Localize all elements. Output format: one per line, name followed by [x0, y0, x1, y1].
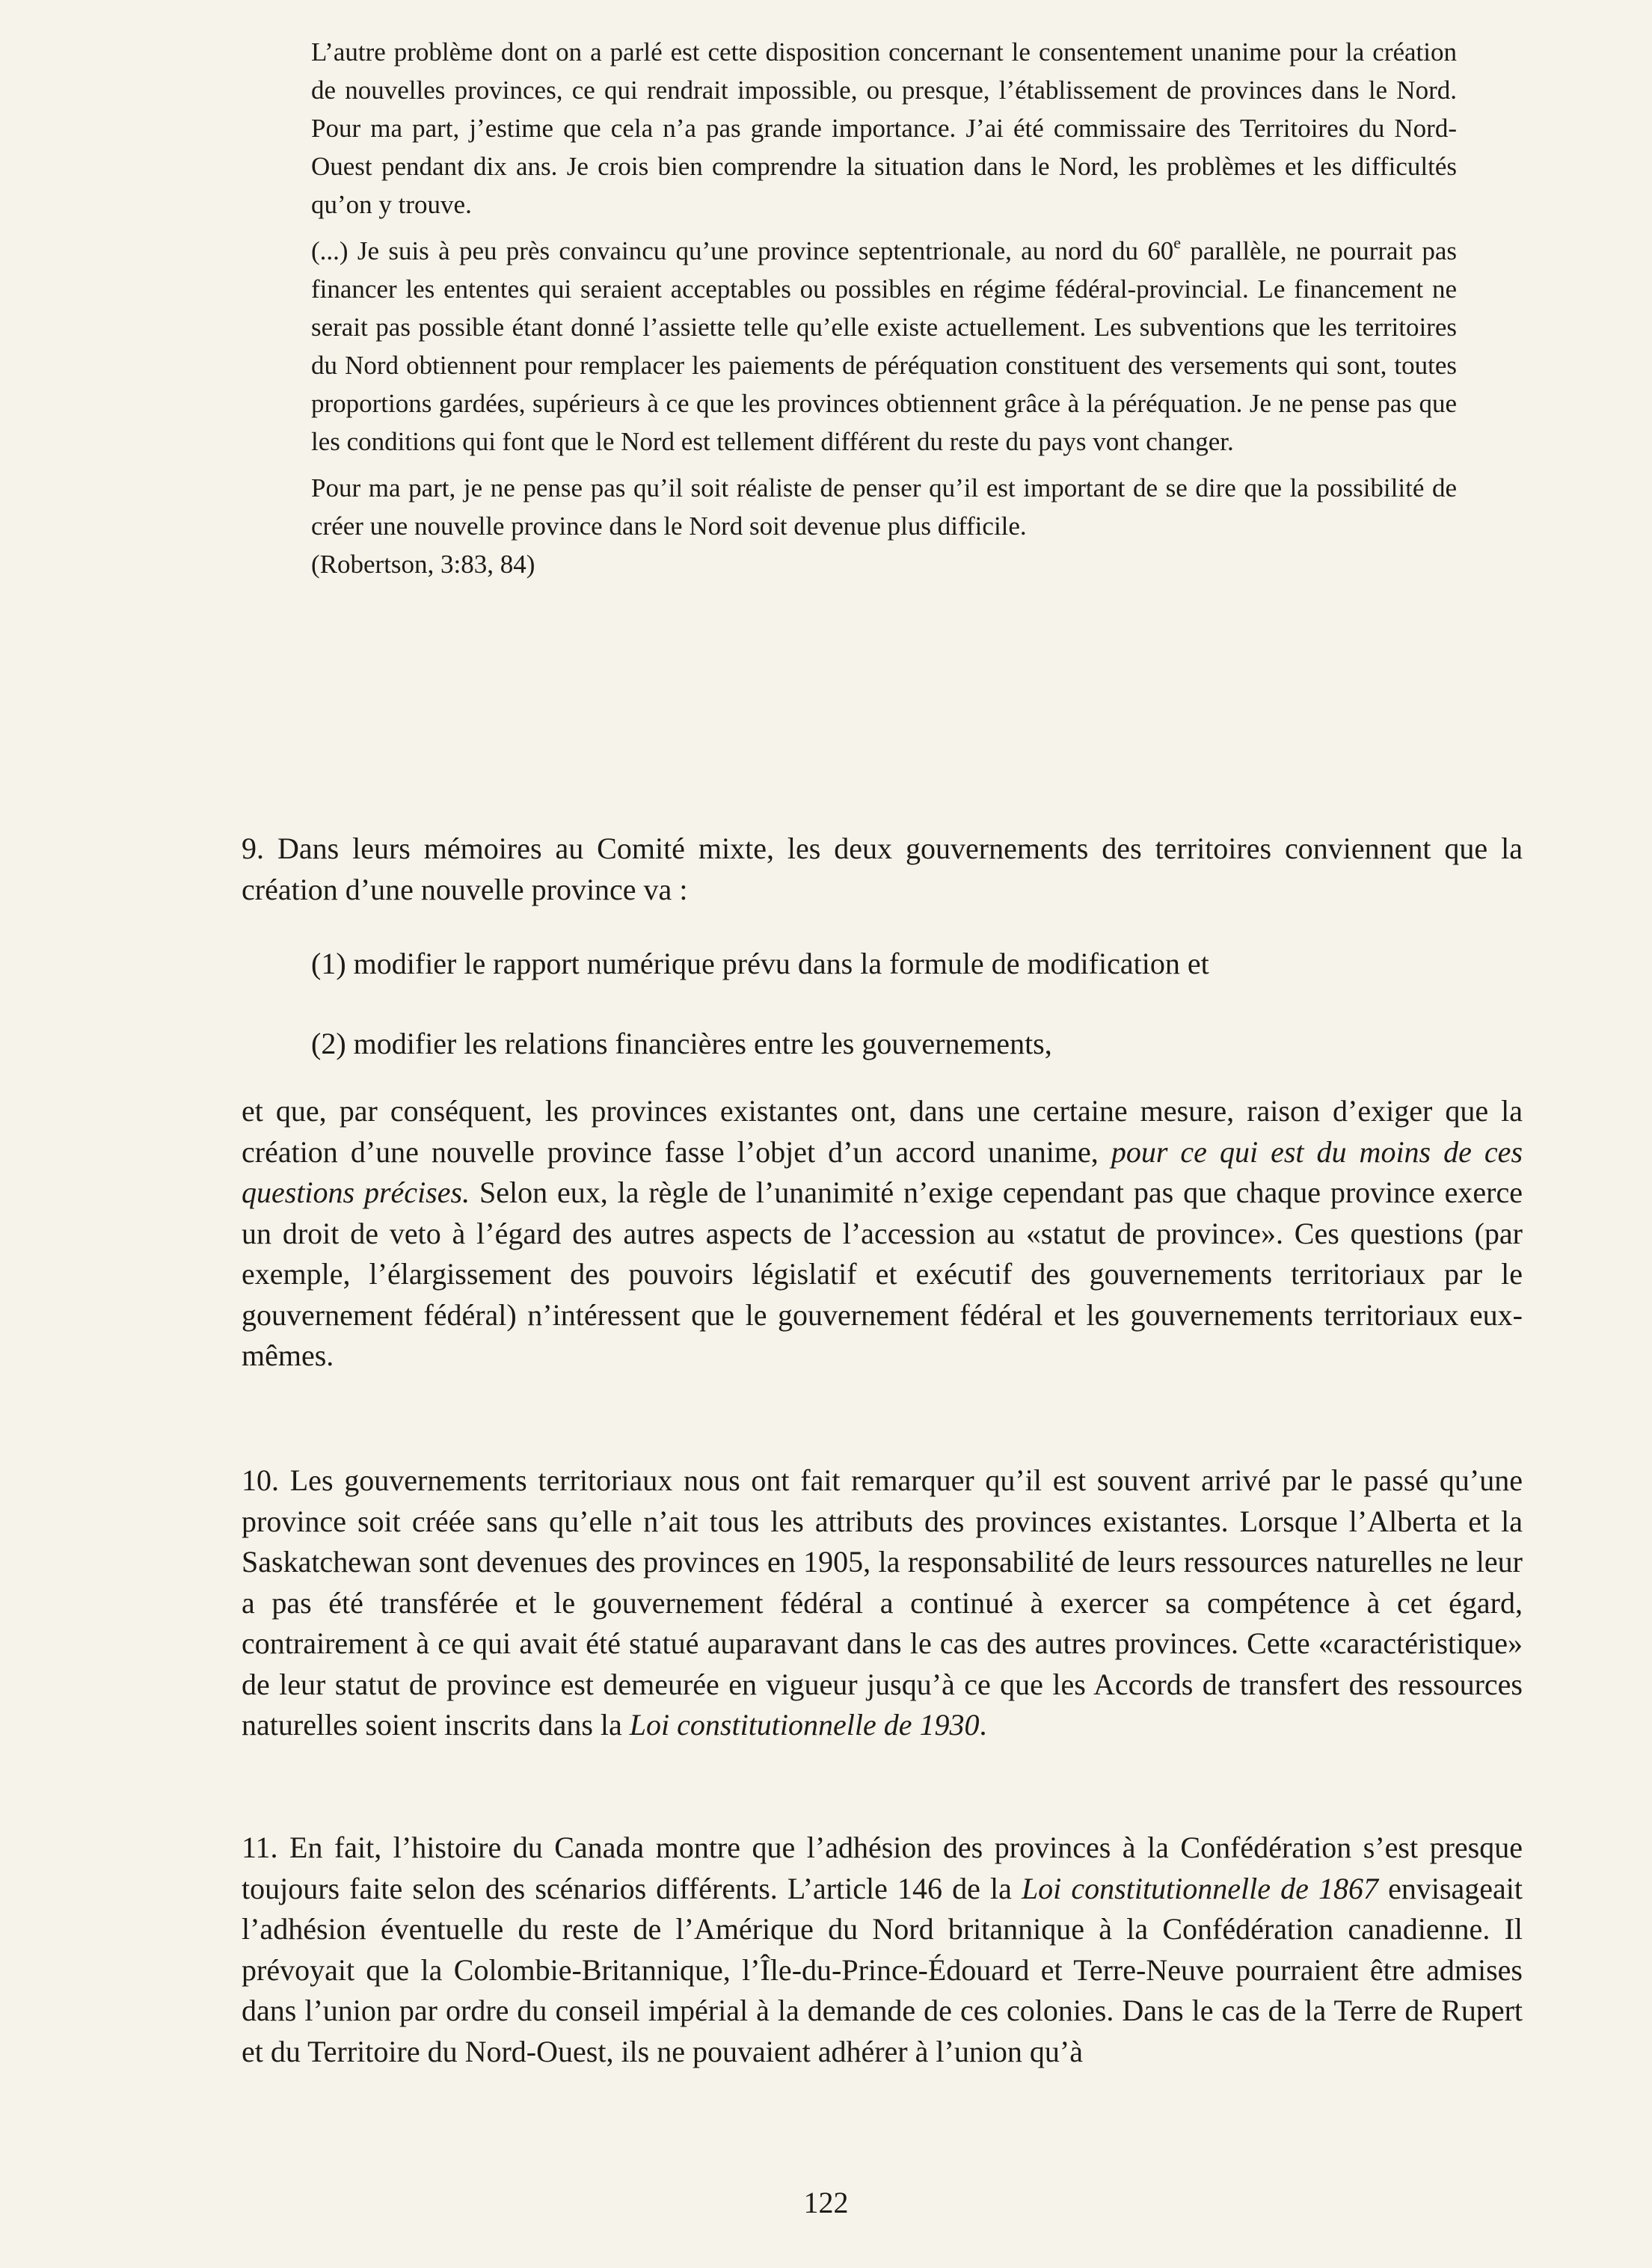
- paragraph-9-text: 9. Dans leurs mémoires au Comité mixte, les deux gouvernements des territoires conviennent que la création d’une nouvelle province va :: [242, 832, 1523, 906]
- superscript: e: [1173, 233, 1182, 252]
- paragraph-10-end: .: [979, 1708, 987, 1742]
- continuation-start: et que, par conséquent, les provinces existantes ont, dans une certaine mesure, raison d’exiger que la création d’une nouvelle province fasse l’objet d’un accord unanime,: [242, 1094, 1523, 1169]
- paragraph-10-title: Loi constitutionnelle de 1930: [629, 1708, 980, 1742]
- paragraph-10-text: [242, 1460, 1523, 1746]
- paragraph-11-title: Loi constitutionnelle de 1867: [1021, 1871, 1378, 1905]
- quote-citation: (Robertson, 3:83, 84): [311, 550, 535, 579]
- quote-paragraph-2: [311, 232, 1457, 461]
- paragraph-9: [242, 829, 1523, 910]
- paragraph-10-body: 10. Les gouvernements territoriaux nous ont fait remarquer qu’il est souvent arrivé par le passé qu’une province soit créée sans qu’elle n’ait tous les attributs des provinces existantes. Lorsque l’Alberta et la Saskatchewan sont devenues des provinces en 1905, la responsabilité de leurs ressources naturelles ne leur a pas été transférée et le gouvernement fédéral a continué à exercer sa compétence à cet égard, contrairement à ce qui avait été statué auparavant dans le cas des autres provinces. Cette «caractéristique» de leur statut de province est demeurée en vigueur jusqu’à ce que les Accords de transfert des ressources naturelles soient inscrits dans la: [242, 1463, 1523, 1742]
- paragraph-11-end: envisageait l’adhésion éventuelle du reste de l’Amérique du Nord britannique à la Confédération canadienne. Il prévoyait que la Colombie-Britannique, l’Île-du-Prince-Édouard et Terre-Neuve pourraient être admises dans l’union par ordre du conseil impérial à la demande de ces colonies. Dans le cas de la Terre de Rupert et du Territoire du Nord-Ouest, ils ne pouvaient adhérer à l’union qu’à: [242, 1871, 1523, 2068]
- page-number: 122: [803, 2186, 849, 2219]
- list-item-2: (2) modifier les relations financières entre les gouvernements,: [311, 1027, 1052, 1060]
- list-item-1: (1) modifier le rapport numérique prévu dans la formule de modification et: [311, 947, 1209, 980]
- paragraph-11-text: [242, 1828, 1523, 2072]
- continuation-emphasis: pour ce qui est du moins de ces questions précises.: [242, 1134, 1523, 1209]
- quote-paragraph-2-rest: parallèle, ne pourrait pas financer les ententes qui seraient acceptables ou possibles en régime fédéral-provincial. Le financement ne serait pas possible étant donné l’assiette telle qu’elle existe actuellement. Les subventions que les territoires du Nord obtiennent pour remplacer les paiements de péréquation constituent des versements qui sont, toutes proportions gardées, supérieurs à ce que les provinces obtiennent grâce à la péréquation. Je ne pense pas que les conditions qui font que le Nord est tellement différent du reste du pays vont changer.: [311, 236, 1457, 456]
- quote-paragraph-1: L’autre problème dont on a parlé est cette disposition concernant le consentement unanime pour la création de nouvelles provinces, ce qui rendrait impossible, ou presque, l’établissement de provinces dans le Nord. Pour ma part, j’estime que cela n’a pas grande importance. J’ai été commissaire des Territoires du Nord-Ouest pendant dix ans. Je crois bien comprendre la situation dans le Nord, les problèmes et les difficultés qu’on y trouve.: [311, 37, 1457, 219]
- continuation-end: Selon eux, la règle de l’unanimité n’exige cependant pas que chaque province exerce un droit de veto à l’égard des autres aspects de l’accession au «statut de province». Ces questions (par exemple, l’élargissement des pouvoirs législatif et exécutif des gouvernements territoriaux par le gouvernement fédéral) n’intéressent que le gouvernement fédéral et les gouvernements territoriaux eux-mêmes.: [242, 1176, 1523, 1372]
- paragraph-9-continuation: [242, 1091, 1523, 1377]
- paragraph-11: [242, 1828, 1523, 2072]
- quote-paragraph-3: Pour ma part, je ne pense pas qu’il soit réaliste de penser qu’il est important de se dire que la possibilité de créer une nouvelle province dans le Nord soit devenue plus difficile.: [311, 473, 1457, 541]
- block-quote: [311, 33, 1457, 591]
- paragraph-11-start: 11. En fait, l’histoire du Canada montre que l’adhésion des provinces à la Confédération s’est presque toujours faite selon des scénarios différents. L’article 146 de la: [242, 1831, 1523, 1905]
- paragraph-9-continuation-text: [242, 1091, 1523, 1377]
- quote-paragraph-2-start: (...) Je suis à peu près convaincu qu’une province septentrionale, au nord du 60: [311, 236, 1174, 265]
- paragraph-10: [242, 1460, 1523, 1746]
